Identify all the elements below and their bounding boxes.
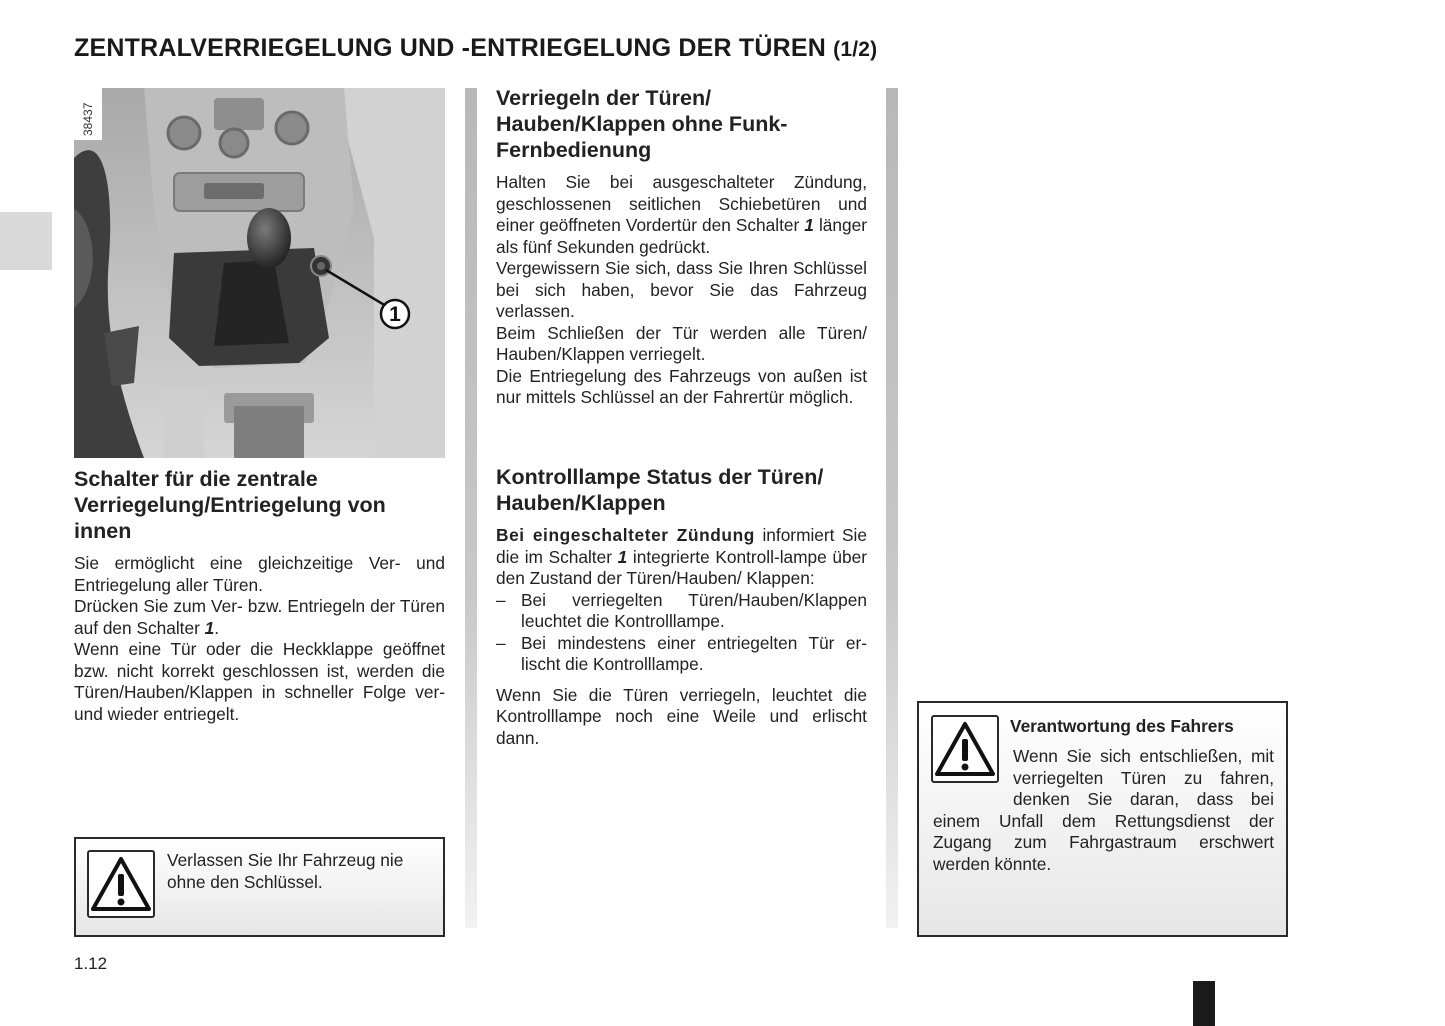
paragraph (496, 525, 867, 590)
paragraph: Beim Schließen der Tür werden alle Türen/ Hauben/Klappen verriegelt. (496, 322, 867, 364)
warning-text-driver: Wenn Sie sich entschließen, mit verriegelten Türen zu fahren, denken Sie daran, dass bei einem Unfall dem Rettungsdienst der Zugang zum Fahrgastraum erschwert werden könnte. (933, 746, 1274, 874)
text-run: länger als fünf Sekunden gedrückt. (496, 215, 867, 257)
paragraph: Wenn Sie die Türen verriegeln, leuchtet die Kontrolllampe noch eine Weile und erlischt dann. (496, 684, 867, 748)
photo-reference-code: 38437 (81, 102, 95, 136)
paragraph: Vergewissern Sie sich, dass Sie Ihren Schlüssel bei sich haben, bevor Sie das Fahrzeug verlassen. (496, 258, 867, 321)
text-run: integrierte Kontroll-lampe über den Zustand der Türen/Hauben/ Klappen: (496, 546, 867, 588)
section-heading-lock-without-remote: Verriegeln der Türen/ Hauben/Klappen ohne Funk-Fernbedienung (496, 86, 788, 162)
callout-label: 1 (389, 303, 401, 326)
page-title-text: ZENTRALVERRIEGELUNG UND -ENTRIEGELUNG DER TÜREN (74, 34, 827, 62)
warning-text-key: Verlassen Sie Ihr Fahrzeug nie ohne den Schlüssel. (167, 850, 404, 892)
warning-triangle-icon (87, 850, 155, 918)
central-switch-text (74, 553, 445, 725)
text-run: Drücken Sie zum Ver- bzw. Entriegeln der Türen auf den Schalter (74, 596, 445, 638)
paragraph (74, 596, 445, 639)
switch-ref: 1 (617, 546, 628, 567)
switch-ref: 1 (204, 617, 215, 638)
column-separator-right (886, 88, 898, 928)
page-title (74, 34, 877, 63)
paragraph: Sie ermöglicht eine gleichzeitige Ver- und Entriegelung aller Türen. (74, 553, 445, 595)
status-lamp-text (496, 525, 867, 749)
status-list (496, 590, 867, 676)
paragraph (496, 172, 867, 258)
switch-ref: 1 (804, 215, 814, 235)
column-separator-left (465, 88, 477, 928)
section-heading-central-switch: Schalter für die zentrale Verriegelung/Entriegelung von innen (74, 467, 386, 543)
dashboard-photo (74, 88, 445, 458)
warning-box-driver-responsibility (917, 701, 1288, 937)
warning-text-driver-wrap (933, 746, 1274, 875)
icon-spacer (933, 746, 1013, 810)
warning-title-driver: Verantwortung des Fahrers (1010, 716, 1234, 736)
list-item: – Bei verriegelten Türen/Hauben/Klappen leuchtet die Kontrolllampe. (496, 590, 867, 633)
text-run: Halten Sie bei ausgeschalteter Zündung, geschlossenen seitlichen Schiebetüren und einer geöffneten Vordertür den Schalter (496, 172, 867, 235)
paragraph: Wenn eine Tür oder die Heckklappe geöffnet bzw. nicht korrekt geschlossen ist, werden die Türen/Hauben/Klappen in schneller Folge ver- und wieder entriegelt. (74, 639, 445, 724)
page-indicator: (1/2) (833, 38, 878, 61)
chapter-tab (0, 212, 52, 270)
page-number: 1.12 (74, 954, 108, 973)
text-run: . (214, 617, 220, 638)
section-heading-status-lamp: Kontrolllampe Status der Türen/ Hauben/Klappen (496, 465, 824, 515)
dashboard-illustration (74, 88, 445, 458)
list-item: – Bei mindestens einer entriegelten Tür er-lischt die Kontrolllampe. (496, 633, 867, 676)
warning-box-key (74, 837, 445, 937)
text-run: informiert Sie die im Schalter (496, 525, 867, 567)
page-edge-marker (1193, 981, 1215, 1026)
bold-run: Bei eingeschalteter Zündung (496, 525, 755, 545)
lock-without-remote-text (496, 172, 867, 409)
paragraph: Die Entriegelung des Fahrzeugs von außen ist nur mittels Schlüssel an der Fahrertür möglich. (496, 365, 867, 407)
